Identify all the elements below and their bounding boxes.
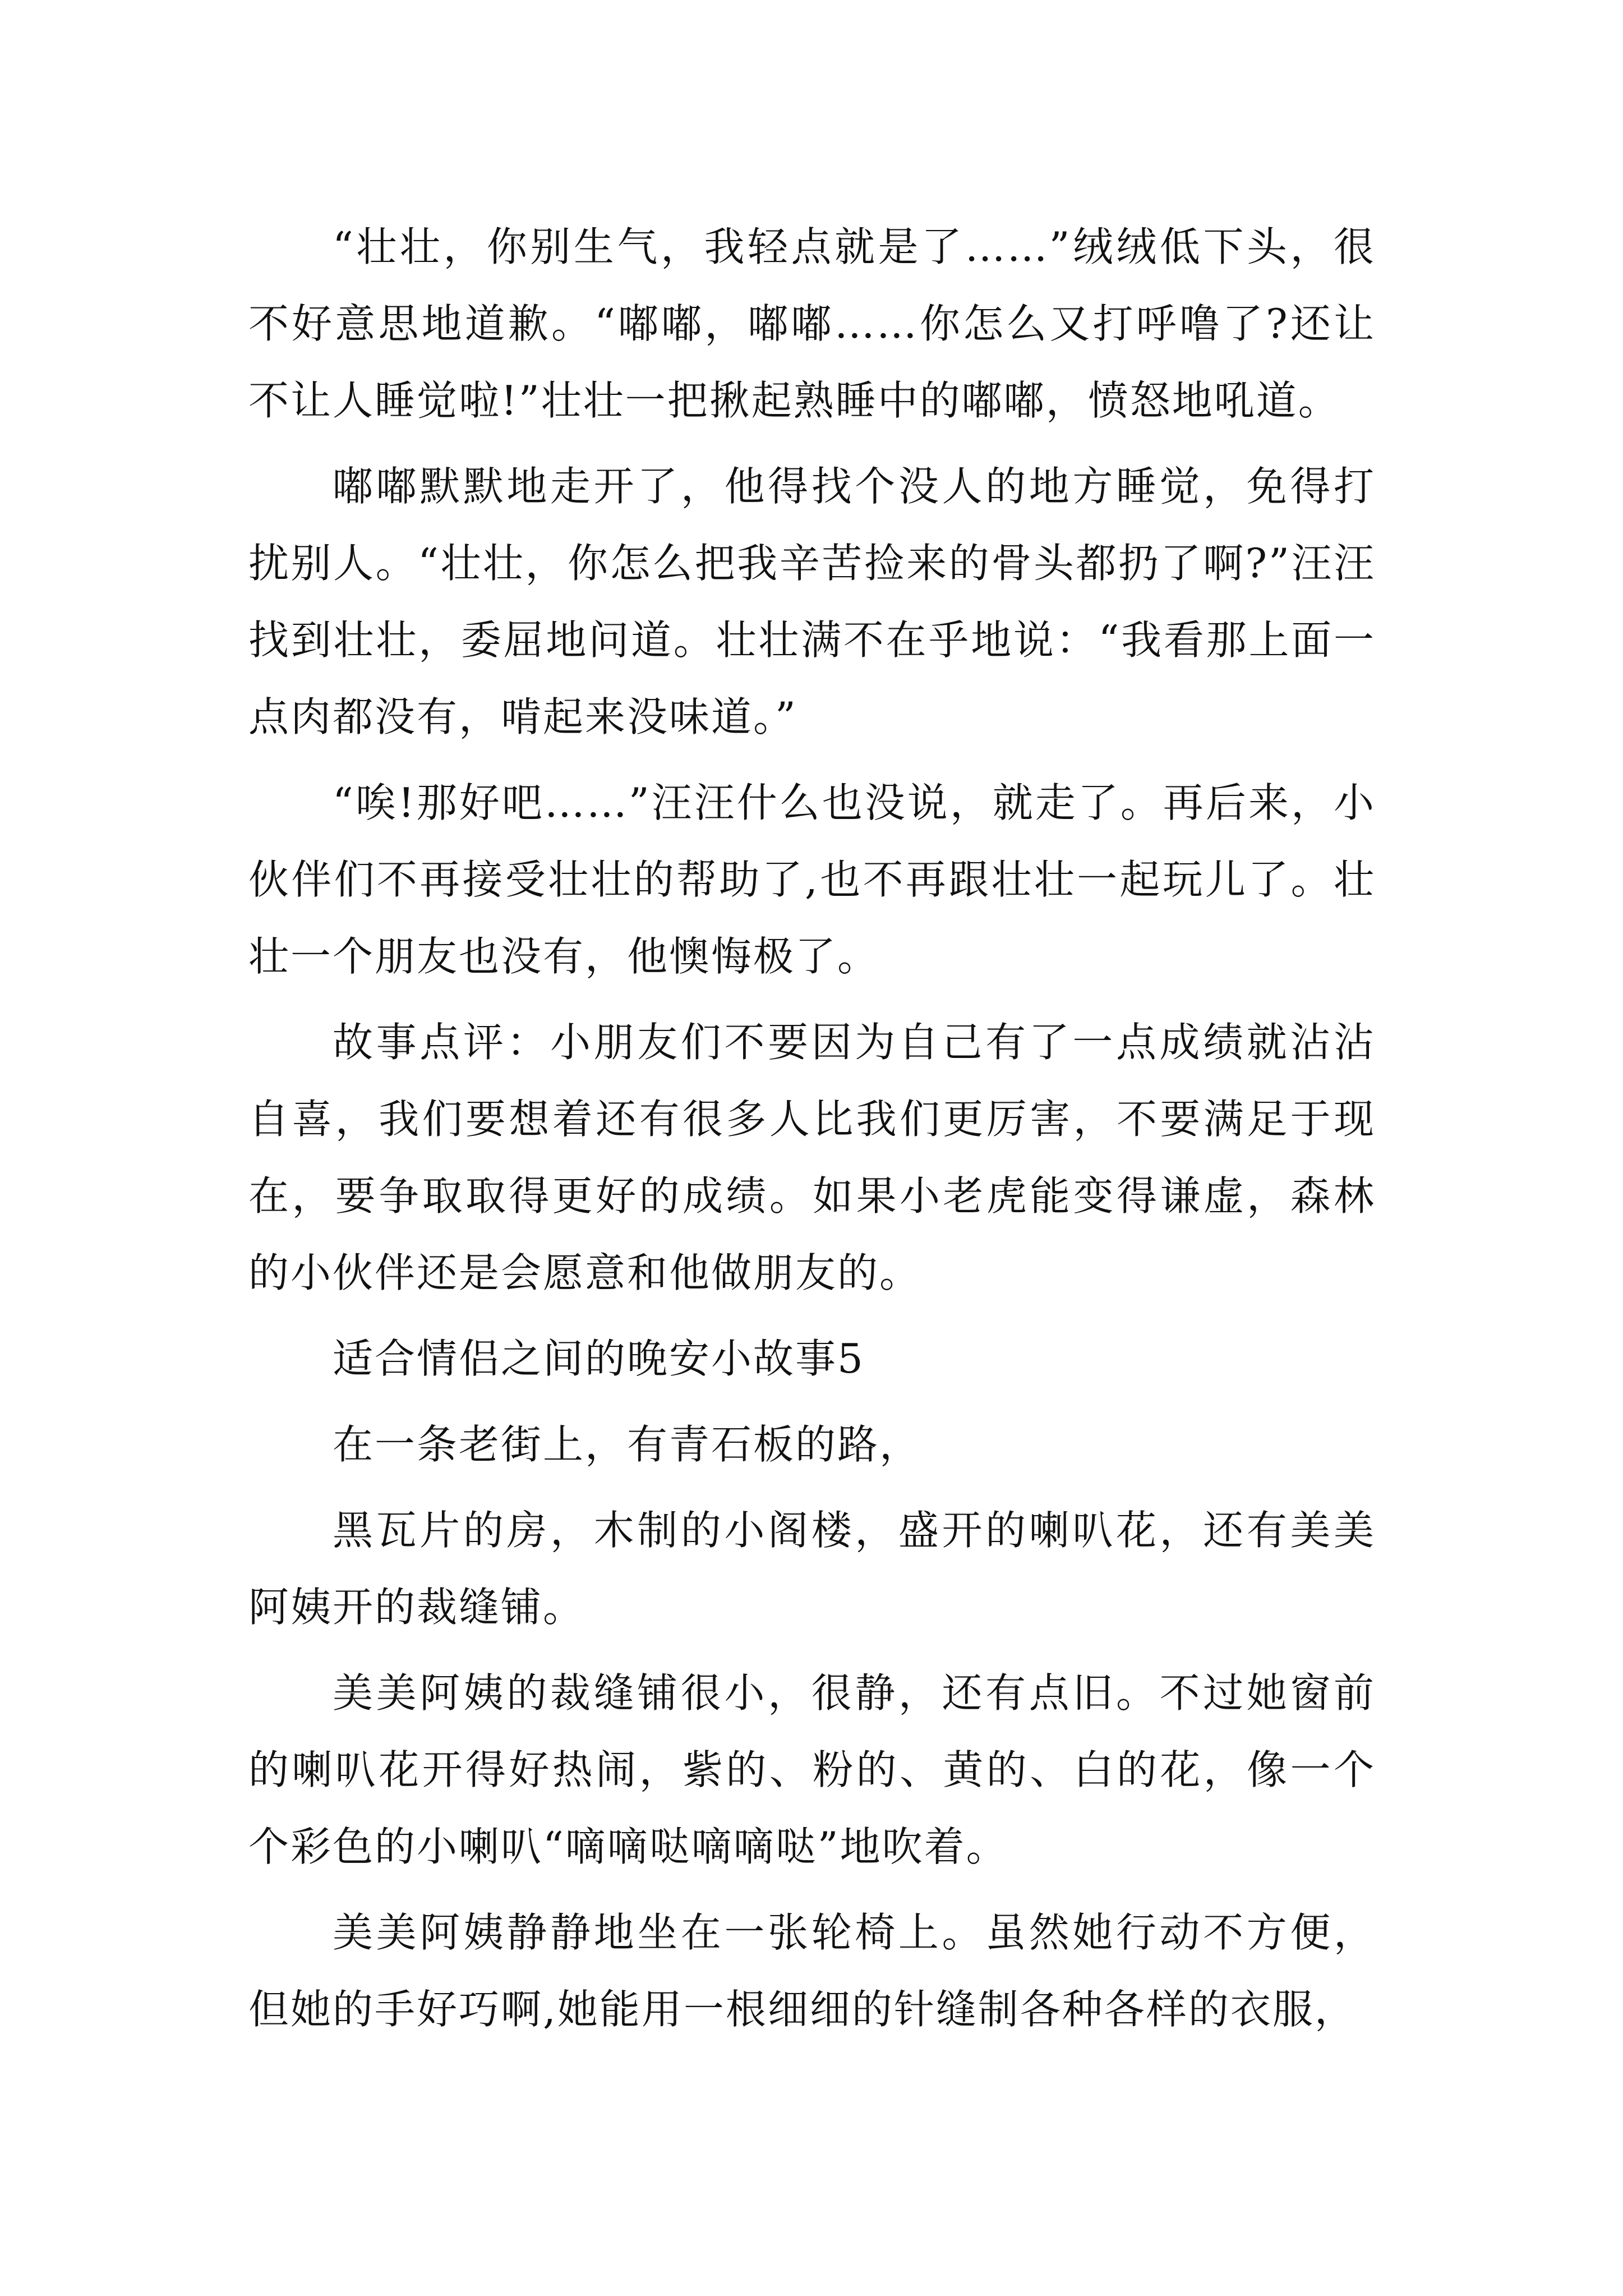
paragraph-8: 美美阿姨静静地坐在一张轮椅上。虽然她行动不方便，但她的手好巧啊,她能用一根细细的针缝制各种各样的衣服， bbox=[248, 1909, 1376, 2033]
paragraph-4: 故事点评：小朋友们不要因为自己有了一点成绩就沾沾自喜，我们要想着还有很多人比我们更厉害，不要满足于现在，要争取取得更好的成绩。如果小老虎能变得谦虚，森林的小伙伴还是会愿意和他做朋友的。 bbox=[248, 1019, 1376, 1296]
section-heading: 适合情侣之间的晚安小故事5 bbox=[333, 1335, 865, 1382]
paragraph-7: 美美阿姨的裁缝铺很小，很静，还有点旧。不过她窗前的喇叭花开得好热闹，紫的、粉的、黄的、白的花，像一个个彩色的小喇叭“嘀嘀哒嘀嘀哒”地吹着。 bbox=[248, 1669, 1376, 1870]
paragraph-6: 黑瓦片的房，木制的小阁楼，盛开的喇叭花，还有美美阿姨开的裁缝铺。 bbox=[248, 1507, 1376, 1631]
paragraph-5: 在一条老街上，有青石板的路， bbox=[333, 1421, 922, 1468]
paragraph-2: 嘟嘟默默地走开了，他得找个没人的地方睡觉，免得打扰别人。“壮壮，你怎么把我辛苦捡来的骨头都扔了啊?”汪汪找到壮壮，委屈地问道。壮壮满不在乎地说：“我看那上面一点肉都没有，啃起来没味道。” bbox=[248, 463, 1376, 740]
paragraph-1: “壮壮，你别生气，我轻点就是了……”绒绒低下头，很不好意思地道歉。“嘟嘟，嘟嘟……你怎么又打呼噜了?还让不让人睡觉啦!”壮壮一把揪起熟睡中的嘟嘟，愤怒地吼道。 bbox=[248, 223, 1376, 424]
paragraph-3: “唉!那好吧……”汪汪什么也没说，就走了。再后来，小伙伴们不再接受壮壮的帮助了,也不再跟壮壮一起玩儿了。壮壮一个朋友也没有，他懊悔极了。 bbox=[248, 779, 1376, 980]
document-body bbox=[248, 209, 1376, 2057]
